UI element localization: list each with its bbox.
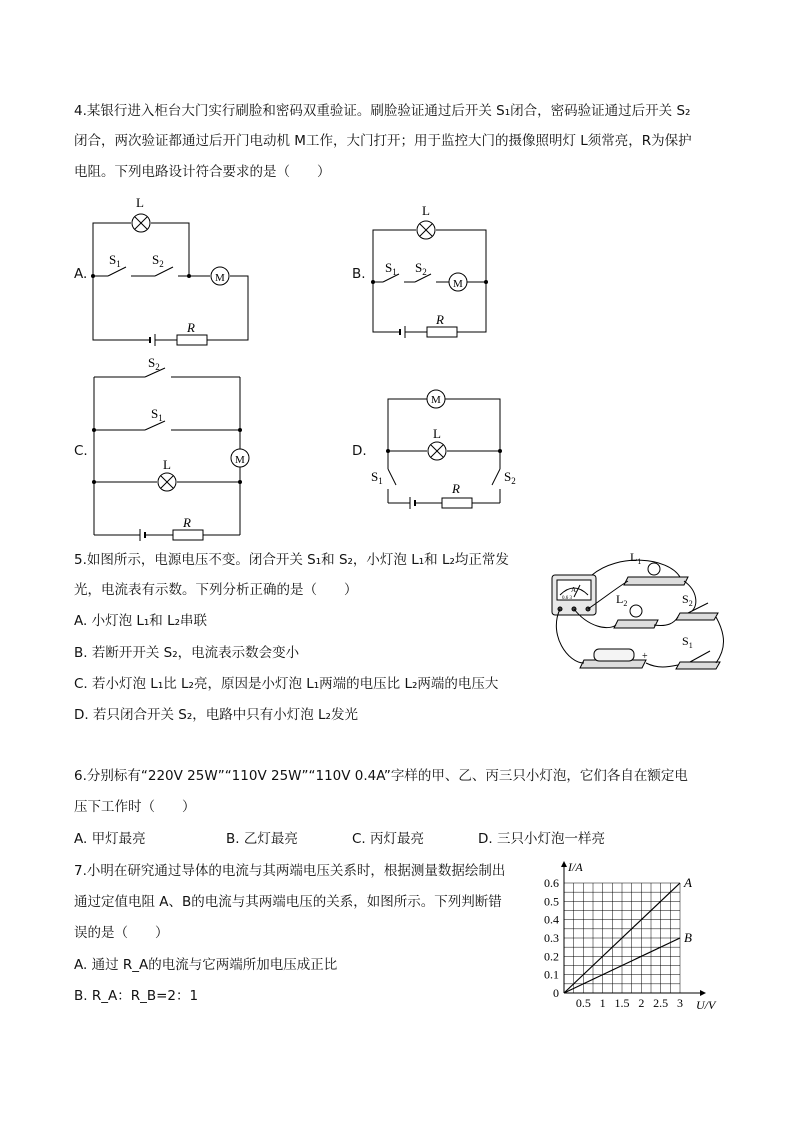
q4-line1: 4.某银行进入柜台大门实行刷脸和密码双重验证。刷脸验证通过后开关 S₁闭合，密码验证通过后开关 S₂ xyxy=(74,103,691,119)
option-a-label: A. xyxy=(74,266,88,282)
motor-label: M xyxy=(235,454,245,466)
motor-label: M xyxy=(431,394,441,406)
q5-circuit-illustration xyxy=(548,545,728,680)
lamp-label: L xyxy=(163,457,171,472)
x-tick-label: 2 xyxy=(638,996,645,1010)
x-tick-label: 2.5 xyxy=(653,996,669,1010)
q4-line2: 闭合，两次验证都通过后开门电动机 M工作，大门打开；用于监控大门的摄像照明灯 L须常亮，R为保护 xyxy=(74,133,692,149)
circuit-a xyxy=(85,192,260,352)
s2-label: $S_2$ xyxy=(148,355,160,372)
resistor-label: R xyxy=(452,481,460,496)
q5-option-c: C. 若小灯泡 L₁比 L₂亮，原因是小灯泡 L₁两端的电压比 L₂两端的电压大 xyxy=(74,676,499,692)
q6-line1: 6.分别标有“220V 25W”“110V 25W”“110V 0.4A”字样的甲、乙、丙三只小灯泡，它们各自在额定电 xyxy=(74,768,688,784)
q5-line1: 5.如图所示，电源电压不变。闭合开关 S₁和 S₂，小灯泡 L₁和 L₂均正常发 xyxy=(74,552,509,568)
s2-label: $S_2$ xyxy=(415,260,427,277)
resistor-label: R xyxy=(183,515,191,530)
s1-label: $S_1$ xyxy=(151,406,163,423)
y-tick-label: 0.6 xyxy=(544,876,559,890)
s1-label: $S_1$ xyxy=(371,469,383,486)
q5-option-b: B. 若断开开关 S₂，电流表示数会变小 xyxy=(74,645,300,661)
y-tick-label: 0.4 xyxy=(544,912,559,927)
option-b-label: B. xyxy=(352,266,366,282)
l1-label: $L_1$ xyxy=(630,550,642,566)
y-axis-arrow xyxy=(561,861,567,867)
circuit-b xyxy=(365,200,495,342)
q5-line2: 光，电流表有示数。下列分析正确的是（ ） xyxy=(74,582,358,598)
q6-option-a: A. 甲灯最亮 xyxy=(74,831,146,847)
y-tick-label: 0.5 xyxy=(544,894,559,909)
y-tick-label: 0.1 xyxy=(544,967,559,982)
q7-option-b: B. R_A：R_B=2：1 xyxy=(74,988,199,1004)
s1-fig-label: $S_1$ xyxy=(682,634,693,650)
x-axis-arrow xyxy=(700,990,706,996)
resistor-label: R xyxy=(187,320,195,335)
q6-line2: 压下工作时（ ） xyxy=(74,799,196,815)
s2-label: $S_2$ xyxy=(152,252,164,269)
motor-label: M xyxy=(215,272,225,284)
q6-option-c: C. 丙灯最亮 xyxy=(352,831,425,847)
y-tick-label: 0.3 xyxy=(544,931,559,945)
q7-option-a: A. 通过 R_A的电流与它两端所加电压成正比 xyxy=(74,957,338,973)
resistor-label: R xyxy=(436,312,444,327)
meter-letter: A xyxy=(571,586,577,594)
q7-line1: 7.小明在研究通过导体的电流与其两端电压关系时，根据测量数据绘制出 xyxy=(74,863,506,879)
s1-label: $S_1$ xyxy=(385,260,397,277)
q7-line2: 通过定值电阻 A、B的电流与其两端电压的关系，如图所示。下列判断错 xyxy=(74,894,502,910)
circuit-c xyxy=(85,355,255,543)
l2-label: $L_2$ xyxy=(616,592,628,608)
origin-label: 0 xyxy=(553,986,559,1000)
plus-sign: + xyxy=(642,651,648,662)
q5-option-a: A. 小灯泡 L₁和 L₂串联 xyxy=(74,613,208,629)
x-axis-label: U/V xyxy=(696,998,716,1012)
x-tick-label: 1.5 xyxy=(614,996,630,1010)
lamp-label: L xyxy=(433,426,441,441)
q6-option-d: D. 三只小灯泡一样亮 xyxy=(478,831,605,847)
s1-label: $S_1$ xyxy=(109,252,121,269)
series-label-a: A xyxy=(684,875,692,890)
option-c-label: C. xyxy=(74,443,88,459)
x-tick-label: 1 xyxy=(599,996,606,1010)
q6-option-b: B. 乙灯最亮 xyxy=(226,831,298,847)
q7-line3: 误的是（ ） xyxy=(74,925,169,941)
s2-label: $S_2$ xyxy=(504,469,516,486)
motor-label: M xyxy=(453,278,463,290)
series-label-b: B xyxy=(684,930,692,945)
option-d-label: D. xyxy=(352,443,367,459)
x-tick-label: 3 xyxy=(677,996,683,1010)
lamp-label: L xyxy=(422,203,430,218)
circuit-d xyxy=(370,385,535,515)
lamp-label: L xyxy=(136,195,144,210)
q4-line3: 电阻。下列电路设计符合要求的是（ ） xyxy=(74,164,331,180)
s2-fig-label: $S_2$ xyxy=(682,592,693,608)
x-tick-label: 0.5 xyxy=(575,996,591,1010)
y-tick-label: 0.2 xyxy=(544,949,559,964)
meter-scale: 0.6 3 xyxy=(562,596,572,601)
q5-option-d: D. 若只闭合开关 S₂，电路中只有小灯泡 L₂发光 xyxy=(74,707,358,723)
iv-chart xyxy=(530,855,730,1015)
y-axis-label: I/A xyxy=(568,860,583,874)
